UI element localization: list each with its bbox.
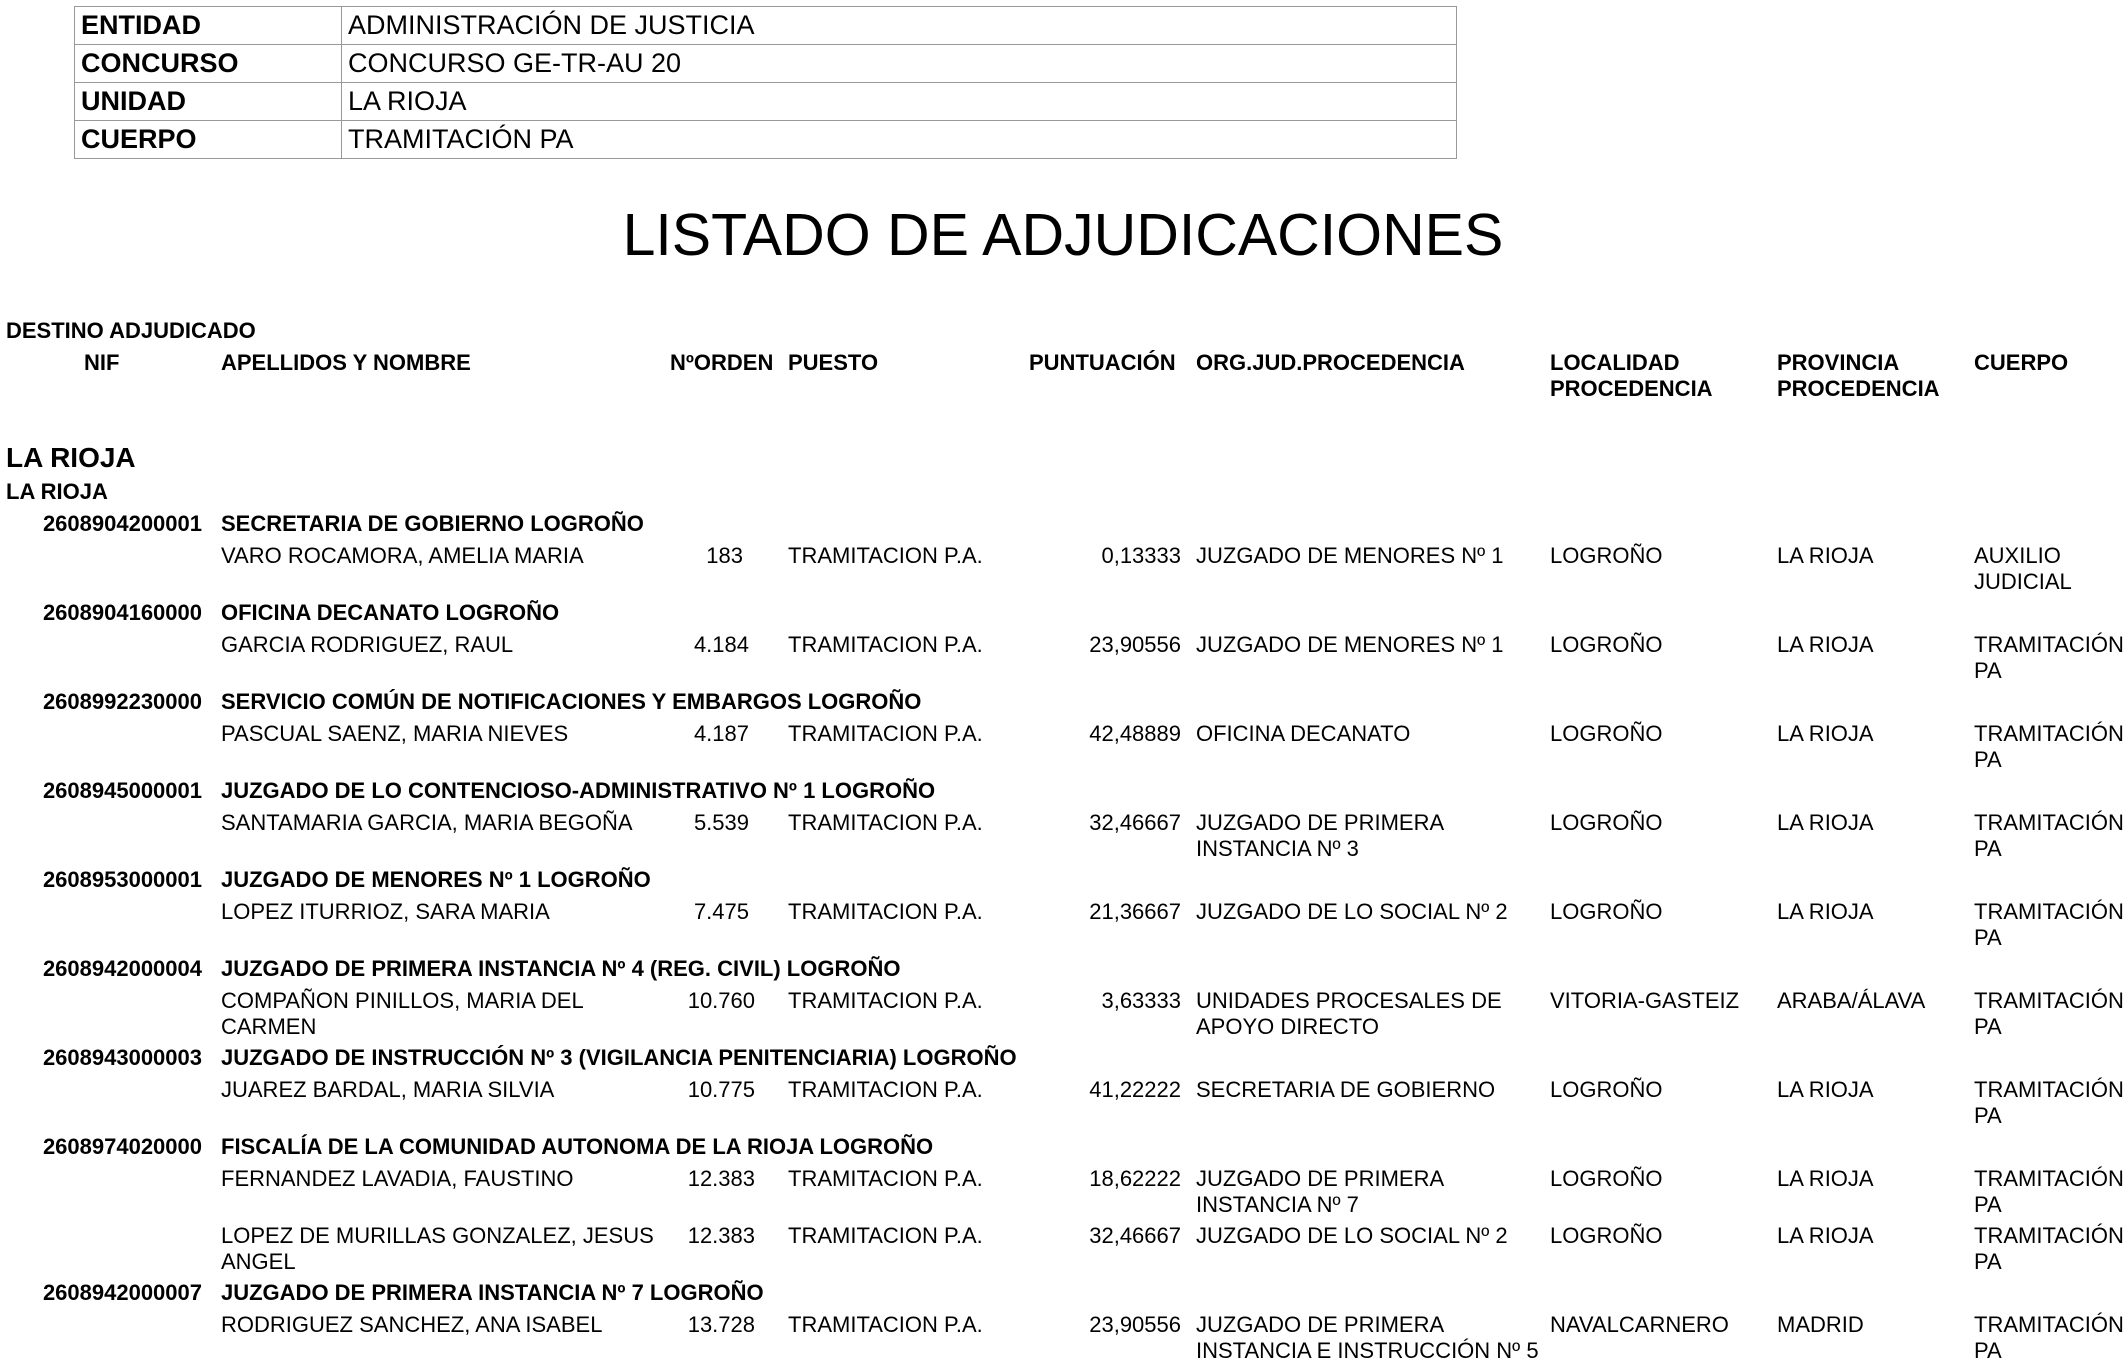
region-heading: LA RIOJA [6, 442, 136, 473]
row-puesto: TRAMITACION P.A. [788, 721, 983, 746]
group-code: 2608943000003 [42, 1045, 202, 1070]
group-name: FISCALÍA DE LA COMUNIDAD AUTONOMA DE LA RIOJA LOGROÑO [221, 1134, 934, 1159]
header-orden: NºORDEN [670, 350, 774, 375]
header-provincia-line: PROCEDENCIA [1777, 376, 1940, 401]
group-code: 2608945000001 [42, 778, 202, 803]
row-cuerpo-line: PA [1974, 747, 2002, 772]
info-label: CONCURSO [75, 45, 342, 83]
row-localidad: LOGROÑO [1550, 721, 1663, 746]
row-puesto: TRAMITACION P.A. [788, 632, 983, 657]
row-org: JUZGADO DE LO SOCIAL Nº 2 [1196, 1223, 1508, 1248]
row-nombre: VARO ROCAMORA, AMELIA MARIA [221, 543, 584, 568]
info-label: ENTIDAD [75, 7, 342, 45]
row-provincia: LA RIOJA [1777, 1077, 1874, 1102]
row-provincia: LA RIOJA [1777, 1223, 1874, 1248]
row-orden: 12.383 [687, 1166, 755, 1191]
row-puntuacion: 23,90556 [1089, 1312, 1181, 1337]
row-puntuacion: 21,36667 [1089, 899, 1181, 924]
row-cuerpo [1974, 1077, 2124, 1129]
row-provincia: LA RIOJA [1777, 721, 1874, 746]
row-nombre: JUAREZ BARDAL, MARIA SILVIA [221, 1077, 555, 1102]
row-nombre-line: ANGEL [221, 1249, 296, 1274]
row-cuerpo-line: PA [1974, 1014, 2002, 1039]
row-puesto: TRAMITACION P.A. [788, 988, 983, 1013]
row-localidad: LOGROÑO [1550, 1166, 1663, 1191]
info-row [75, 7, 1457, 45]
row-orden: 4.184 [693, 632, 749, 657]
row-org-line: JUZGADO DE PRIMERA [1196, 1312, 1445, 1337]
row-org-line: INSTANCIA Nº 7 [1196, 1192, 1359, 1217]
row-cuerpo-line: TRAMITACIÓN [1974, 1223, 2124, 1248]
row-puesto: TRAMITACION P.A. [788, 543, 983, 568]
row-orden: 7.475 [693, 899, 749, 924]
header-nombre: APELLIDOS Y NOMBRE [221, 350, 471, 375]
row-orden: 12.383 [687, 1223, 755, 1248]
row-cuerpo-line: PA [1974, 1103, 2002, 1128]
info-value: TRAMITACIÓN PA [342, 121, 1457, 159]
header-puntuacion: PUNTUACIÓN [1029, 350, 1176, 375]
row-localidad: LOGROÑO [1550, 810, 1663, 835]
row-org: JUZGADO DE MENORES Nº 1 [1196, 632, 1504, 657]
row-nombre: PASCUAL SAENZ, MARIA NIEVES [221, 721, 569, 746]
row-localidad: LOGROÑO [1550, 543, 1663, 568]
row-cuerpo-line: PA [1974, 1249, 2002, 1274]
row-cuerpo [1974, 1166, 2124, 1218]
row-localidad: NAVALCARNERO [1550, 1312, 1729, 1337]
row-cuerpo [1974, 988, 2124, 1040]
info-label: UNIDAD [75, 83, 342, 121]
row-nombre: FERNANDEZ LAVADIA, FAUSTINO [221, 1166, 574, 1191]
group-code: 2608904200001 [42, 511, 202, 536]
row-puesto: TRAMITACION P.A. [788, 899, 983, 924]
row-org-line: JUZGADO DE PRIMERA [1196, 1166, 1445, 1191]
info-row [75, 121, 1457, 159]
row-localidad: LOGROÑO [1550, 1077, 1663, 1102]
row-nombre [221, 988, 584, 1040]
row-cuerpo [1974, 1223, 2124, 1275]
row-nombre: SANTAMARIA GARCIA, MARIA BEGOÑA [221, 810, 633, 835]
row-nombre: RODRIGUEZ SANCHEZ, ANA ISABEL [221, 1312, 603, 1337]
row-cuerpo-line: TRAMITACIÓN [1974, 988, 2124, 1013]
row-localidad: LOGROÑO [1550, 899, 1663, 924]
row-provincia: LA RIOJA [1777, 899, 1874, 924]
row-orden: 4.187 [693, 721, 749, 746]
header-nif: NIF [84, 350, 120, 375]
row-localidad: VITORIA-GASTEIZ [1550, 988, 1740, 1013]
row-cuerpo-line: TRAMITACIÓN [1974, 721, 2124, 746]
header-localidad-line: PROCEDENCIA [1550, 376, 1713, 401]
group-code: 2608942000007 [42, 1280, 202, 1305]
group-code: 2608953000001 [42, 867, 202, 892]
group-name: OFICINA DECANATO LOGROÑO [221, 600, 560, 625]
row-org: JUZGADO DE LO SOCIAL Nº 2 [1196, 899, 1508, 924]
row-cuerpo-line: TRAMITACIÓN [1974, 810, 2124, 835]
info-value: LA RIOJA [342, 83, 1457, 121]
group-name: SECRETARIA DE GOBIERNO LOGROÑO [221, 511, 644, 536]
row-puesto: TRAMITACION P.A. [788, 1166, 983, 1191]
row-cuerpo-line: PA [1974, 1338, 2002, 1363]
group-code: 2608992230000 [42, 689, 202, 714]
row-cuerpo-line: PA [1974, 658, 2002, 683]
row-org: JUZGADO DE MENORES Nº 1 [1196, 543, 1504, 568]
row-cuerpo-line: PA [1974, 1192, 2002, 1217]
row-orden: 5.539 [693, 810, 749, 835]
row-org-line: INSTANCIA E INSTRUCCIÓN Nº 5 [1196, 1338, 1539, 1363]
info-value: ADMINISTRACIÓN DE JUSTICIA [342, 7, 1457, 45]
row-localidad: LOGROÑO [1550, 632, 1663, 657]
row-cuerpo [1974, 632, 2124, 684]
row-cuerpo [1974, 810, 2124, 862]
header-org: ORG.JUD.PROCEDENCIA [1196, 350, 1465, 375]
page-title: LISTADO DE ADJUDICACIONES [622, 202, 1504, 268]
row-cuerpo [1974, 899, 2124, 951]
row-cuerpo [1974, 721, 2124, 773]
row-nombre-line: CARMEN [221, 1014, 317, 1039]
row-puntuacion: 42,48889 [1089, 721, 1181, 746]
info-label: CUERPO [75, 121, 342, 159]
row-puesto: TRAMITACION P.A. [788, 1312, 983, 1337]
group-name: SERVICIO COMÚN DE NOTIFICACIONES Y EMBARGOS LOGROÑO [221, 689, 922, 714]
row-orden: 10.760 [687, 988, 755, 1013]
row-nombre: LOPEZ ITURRIOZ, SARA MARIA [221, 899, 550, 924]
group-name: JUZGADO DE LO CONTENCIOSO-ADMINISTRATIVO Nº 1 LOGROÑO [221, 778, 936, 803]
group-name: JUZGADO DE MENORES Nº 1 LOGROÑO [221, 867, 651, 892]
row-provincia: ARABA/ÁLAVA [1777, 988, 1926, 1013]
header-cuerpo: CUERPO [1974, 350, 2069, 375]
row-puntuacion: 0,13333 [1101, 543, 1181, 568]
row-nombre-line: COMPAÑON PINILLOS, MARIA DEL [221, 988, 584, 1013]
info-value: CONCURSO GE-TR-AU 20 [342, 45, 1457, 83]
info-row [75, 83, 1457, 121]
row-provincia: LA RIOJA [1777, 632, 1874, 657]
row-org [1196, 1312, 1539, 1364]
row-provincia: LA RIOJA [1777, 1166, 1874, 1191]
row-orden: 183 [706, 543, 743, 568]
info-row [75, 45, 1457, 83]
row-orden: 13.728 [687, 1312, 755, 1337]
subregion-heading: LA RIOJA [6, 479, 108, 504]
header-provincia [1777, 350, 1940, 402]
row-puesto: TRAMITACION P.A. [788, 810, 983, 835]
row-cuerpo-line: PA [1974, 925, 2002, 950]
group-code: 2608942000004 [42, 956, 202, 981]
row-org [1196, 1166, 1444, 1218]
row-puntuacion: 3,63333 [1101, 988, 1181, 1013]
row-localidad: LOGROÑO [1550, 1223, 1663, 1248]
row-nombre [221, 1223, 654, 1275]
row-org [1196, 988, 1502, 1040]
row-puntuacion: 32,46667 [1089, 810, 1181, 835]
group-code: 2608904160000 [42, 600, 202, 625]
row-cuerpo-line: AUXILIO [1974, 543, 2061, 568]
row-puntuacion: 41,22222 [1089, 1077, 1181, 1102]
info-table [74, 6, 1457, 159]
row-provincia: MADRID [1777, 1312, 1864, 1337]
row-nombre: GARCIA RODRIGUEZ, RAUL [221, 632, 514, 657]
group-name: JUZGADO DE INSTRUCCIÓN Nº 3 (VIGILANCIA PENITENCIARIA) LOGROÑO [221, 1045, 1017, 1070]
row-org-line: APOYO DIRECTO [1196, 1014, 1379, 1039]
row-cuerpo [1974, 1312, 2124, 1364]
row-puntuacion: 32,46667 [1089, 1223, 1181, 1248]
destino-label: DESTINO ADJUDICADO [6, 318, 256, 343]
header-provincia-line: PROVINCIA [1777, 350, 1900, 375]
row-puntuacion: 23,90556 [1089, 632, 1181, 657]
row-cuerpo-line: TRAMITACIÓN [1974, 1166, 2124, 1191]
row-cuerpo-line: PA [1974, 836, 2002, 861]
row-provincia: LA RIOJA [1777, 543, 1874, 568]
row-cuerpo-line: TRAMITACIÓN [1974, 899, 2124, 924]
row-org: SECRETARIA DE GOBIERNO [1196, 1077, 1496, 1102]
row-puesto: TRAMITACION P.A. [788, 1077, 983, 1102]
row-provincia: LA RIOJA [1777, 810, 1874, 835]
header-localidad-line: LOCALIDAD [1550, 350, 1680, 375]
row-cuerpo-line: TRAMITACIÓN [1974, 1077, 2124, 1102]
group-code: 2608974020000 [42, 1134, 202, 1159]
row-orden: 10.775 [687, 1077, 755, 1102]
row-cuerpo-line: JUDICIAL [1974, 569, 2072, 594]
row-cuerpo [1974, 543, 2072, 595]
group-name: JUZGADO DE PRIMERA INSTANCIA Nº 4 (REG. CIVIL) LOGROÑO [221, 956, 901, 981]
row-org-line: UNIDADES PROCESALES DE [1196, 988, 1502, 1013]
row-org: OFICINA DECANATO [1196, 721, 1411, 746]
header-localidad [1550, 350, 1713, 402]
row-cuerpo-line: TRAMITACIÓN [1974, 1312, 2124, 1337]
group-name: JUZGADO DE PRIMERA INSTANCIA Nº 7 LOGROÑO [221, 1280, 764, 1305]
row-puntuacion: 18,62222 [1089, 1166, 1181, 1191]
row-cuerpo-line: TRAMITACIÓN [1974, 632, 2124, 657]
row-org-line: INSTANCIA Nº 3 [1196, 836, 1359, 861]
row-puesto: TRAMITACION P.A. [788, 1223, 983, 1248]
row-org [1196, 810, 1444, 862]
row-nombre-line: LOPEZ DE MURILLAS GONZALEZ, JESUS [221, 1223, 654, 1248]
row-org-line: JUZGADO DE PRIMERA [1196, 810, 1445, 835]
header-puesto: PUESTO [788, 350, 879, 375]
